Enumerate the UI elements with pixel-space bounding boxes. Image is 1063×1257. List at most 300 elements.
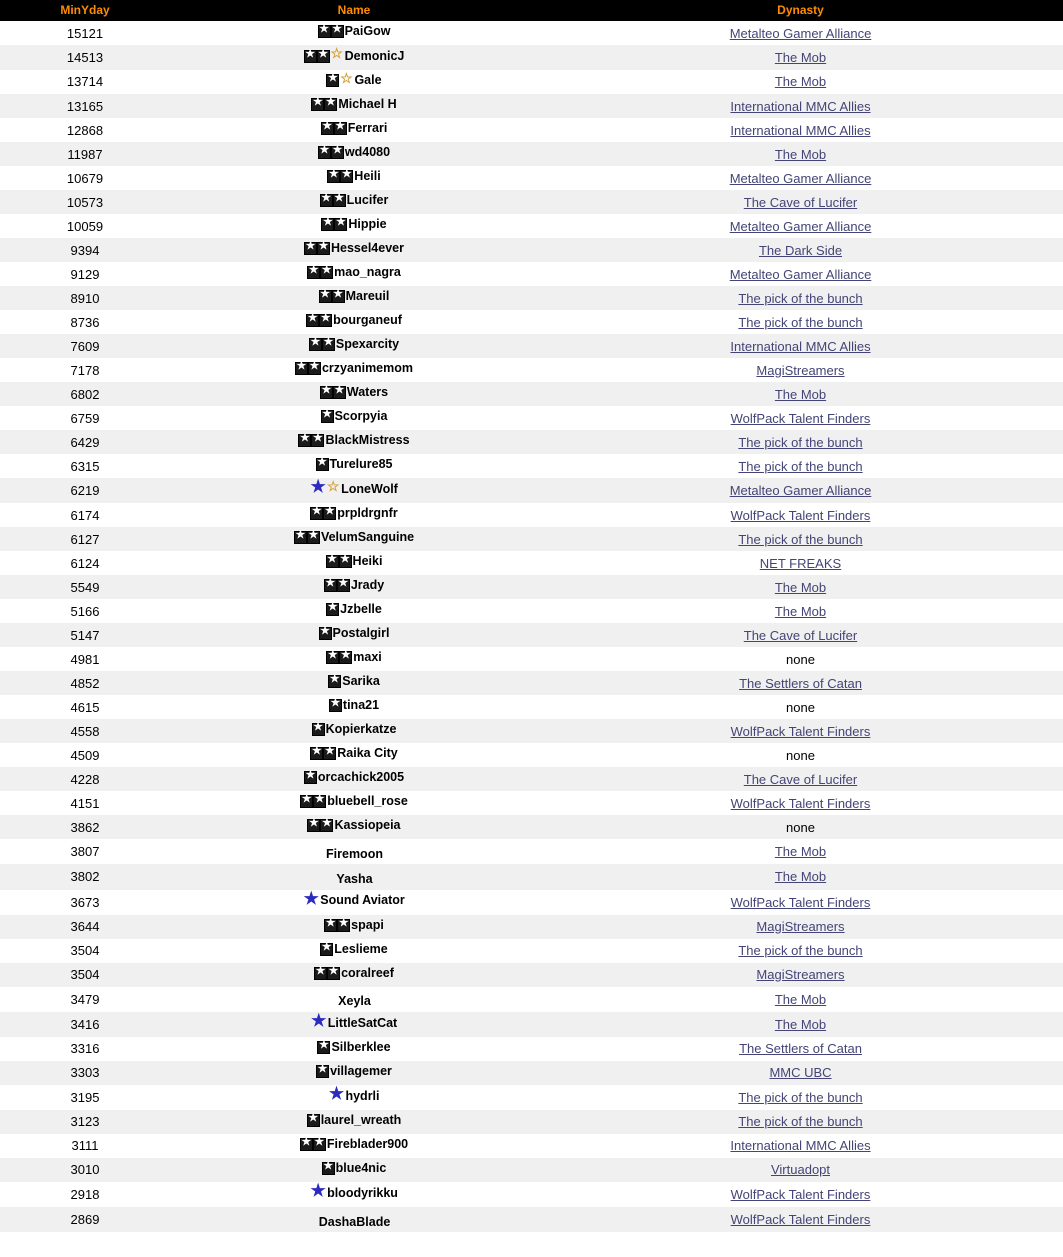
- player-name[interactable]: hydrli: [345, 1088, 380, 1103]
- player-badges: [320, 194, 346, 207]
- cell-dynasty: [538, 987, 1063, 1012]
- table-row: [0, 719, 1063, 743]
- player-name[interactable]: maxi: [353, 650, 382, 665]
- cell-name: [170, 406, 538, 430]
- player-name[interactable]: Leslieme: [334, 941, 388, 956]
- cell-name: [170, 21, 538, 45]
- player-name[interactable]: crzyanimemom: [321, 361, 413, 376]
- player-name[interactable]: Fireblader900: [326, 1137, 409, 1151]
- player-name[interactable]: Jrady: [350, 578, 385, 593]
- player-name[interactable]: BlackMistress: [325, 433, 410, 448]
- player-name[interactable]: Sarika: [342, 674, 380, 689]
- dynasty-link[interactable]: WolfPack Talent Finders: [730, 894, 871, 910]
- cell-minyday: 6802: [70, 386, 100, 402]
- player-name[interactable]: mao_nagra: [334, 265, 401, 280]
- column-header-minyday[interactable]: MinYday: [0, 0, 170, 21]
- cell-minyday: 4558: [70, 723, 100, 739]
- cell-dynasty: [538, 334, 1063, 358]
- cell-name: [170, 45, 538, 70]
- dynasty-link[interactable]: The Mob: [774, 146, 827, 162]
- dynasty-link[interactable]: Metalteo Gamer Alliance: [729, 25, 872, 41]
- cell-dynasty: [538, 864, 1063, 889]
- table-row: [0, 503, 1063, 527]
- table-row: [0, 166, 1063, 190]
- dynasty-link[interactable]: WolfPack Talent Finders: [730, 507, 871, 523]
- cell-name: [170, 454, 538, 478]
- dynasty-link[interactable]: The Settlers of Catan: [739, 675, 862, 691]
- cell-name: [170, 815, 538, 839]
- table-row: [0, 45, 1063, 70]
- star-square-icon: [311, 434, 324, 447]
- player-name[interactable]: Silberklee: [331, 1040, 391, 1054]
- player-badges: [310, 507, 336, 520]
- cell-minyday: 13165: [66, 98, 104, 114]
- player-badges: [328, 1089, 344, 1103]
- star-square-icon: [313, 795, 326, 808]
- star-square-icon: [316, 1065, 329, 1078]
- cell-dynasty: [538, 1134, 1063, 1158]
- star-square-icon: [300, 1138, 313, 1151]
- dynasty-none: none: [786, 747, 815, 763]
- player-badges: [304, 771, 317, 784]
- player-name[interactable]: Postalgirl: [332, 626, 390, 641]
- table-row: [0, 358, 1063, 382]
- star-square-icon: [331, 146, 344, 159]
- cell-minyday: 3673: [70, 894, 100, 910]
- cell-name: [170, 478, 538, 503]
- cell-name: [170, 1012, 538, 1037]
- player-name[interactable]: Firemoon: [326, 846, 383, 861]
- table-row: [0, 915, 1063, 939]
- cell-name: [170, 1037, 538, 1061]
- player-name[interactable]: prpldrgnfr: [337, 506, 398, 521]
- table-row: [0, 1207, 1063, 1232]
- player-badges: [328, 675, 341, 688]
- dynasty-link[interactable]: Metalteo Gamer Alliance: [729, 483, 872, 498]
- cell-name: [170, 1158, 538, 1182]
- dynasty-link[interactable]: The Mob: [774, 74, 827, 90]
- player-name[interactable]: Xeyla: [338, 994, 371, 1009]
- player-badges: [304, 49, 344, 63]
- dynasty-link[interactable]: The Cave of Lucifer: [743, 627, 858, 643]
- player-badges: [326, 651, 352, 664]
- dynasty-link[interactable]: The pick of the bunch: [738, 290, 863, 306]
- dynasty-link[interactable]: The Mob: [774, 49, 827, 65]
- cell-minyday: 13714: [66, 74, 104, 90]
- star-square-icon: [317, 50, 330, 63]
- cell-name: [170, 939, 538, 963]
- cell-name: [170, 1182, 538, 1207]
- player-name[interactable]: LittleSatCat: [327, 1015, 398, 1030]
- player-name[interactable]: Heiki: [352, 554, 383, 569]
- player-name[interactable]: blue4nic: [335, 1161, 387, 1175]
- star-square-icon: [307, 266, 320, 279]
- cell-name: [170, 94, 538, 118]
- dynasty-link[interactable]: The Mob: [774, 1016, 827, 1032]
- player-badges: [316, 1065, 329, 1078]
- star-square-icon: [322, 338, 335, 351]
- player-name[interactable]: Scorpyia: [334, 409, 388, 424]
- dynasty-link[interactable]: Virtuadopt: [770, 1162, 831, 1178]
- dynasty-link[interactable]: The pick of the bunch: [738, 1114, 863, 1130]
- dynasty-link[interactable]: MagiStreamers: [756, 919, 845, 934]
- table-row: [0, 382, 1063, 406]
- player-name[interactable]: orcachick2005: [317, 770, 405, 785]
- player-badges: [311, 1016, 327, 1030]
- player-name[interactable]: tina21: [342, 698, 380, 713]
- player-badges: [309, 338, 335, 351]
- cell-minyday: 6759: [70, 410, 100, 426]
- dynasty-link[interactable]: The pick of the bunch: [738, 531, 863, 547]
- player-badges: [311, 98, 337, 111]
- gold-star-icon: [330, 49, 344, 63]
- player-name[interactable]: Gale: [354, 73, 382, 88]
- cell-minyday: 3802: [70, 869, 100, 885]
- star-square-icon: [333, 386, 346, 399]
- dynasty-link[interactable]: WolfPack Talent Finders: [730, 795, 871, 811]
- dynasty-link[interactable]: The pick of the bunch: [738, 943, 863, 958]
- player-name[interactable]: LoneWolf: [341, 481, 398, 496]
- cell-minyday: 4151: [70, 795, 100, 811]
- cell-name: [170, 527, 538, 551]
- player-name[interactable]: laurel_wreath: [320, 1113, 402, 1127]
- cell-dynasty: [538, 478, 1063, 503]
- player-name[interactable]: Sound Aviator: [320, 893, 405, 908]
- star-square-icon: [306, 314, 319, 327]
- cell-name: [170, 671, 538, 695]
- dynasty-link[interactable]: WolfPack Talent Finders: [730, 410, 871, 426]
- table-row: [0, 1182, 1063, 1207]
- star-square-icon: [324, 98, 337, 111]
- player-name[interactable]: bourganeuf: [333, 313, 402, 328]
- player-badges: [321, 218, 347, 231]
- cell-minyday: 6127: [70, 531, 100, 547]
- player-name[interactable]: Raika City: [337, 746, 398, 761]
- table-row: [0, 21, 1063, 45]
- dynasty-link[interactable]: The Mob: [774, 869, 827, 885]
- star-square-icon: [326, 74, 339, 87]
- dynasty-link[interactable]: The Mob: [774, 991, 827, 1007]
- blue-star-icon: [328, 1089, 344, 1103]
- cell-dynasty: [538, 791, 1063, 815]
- player-name[interactable]: coralreef: [341, 965, 394, 980]
- player-badges: [316, 458, 329, 471]
- cell-name: [170, 142, 538, 166]
- player-badges: [321, 122, 347, 135]
- dynasty-none: none: [786, 699, 815, 715]
- cell-dynasty: [538, 21, 1063, 45]
- star-square-icon: [329, 699, 342, 712]
- cell-minyday: 2918: [70, 1186, 100, 1202]
- cell-dynasty: [538, 575, 1063, 599]
- star-square-icon: [326, 603, 339, 616]
- star-square-icon: [310, 507, 323, 520]
- player-name[interactable]: spapi: [351, 917, 384, 932]
- player-badges: [307, 1114, 320, 1127]
- dynasty-link[interactable]: International MMC Allies: [730, 98, 871, 114]
- dynasty-link[interactable]: Metalteo Gamer Alliance: [729, 218, 872, 234]
- dynasty-link[interactable]: The Dark Side: [758, 242, 843, 258]
- cell-dynasty: [538, 815, 1063, 839]
- table-row: [0, 767, 1063, 791]
- star-square-icon: [327, 967, 340, 980]
- table-row: [0, 963, 1063, 987]
- gold-star-icon: [326, 482, 340, 496]
- dynasty-link[interactable]: NET FREAKS: [759, 555, 842, 571]
- player-badges: [310, 482, 340, 496]
- dynasty-link[interactable]: International MMC Allies: [730, 122, 871, 138]
- cell-name: [170, 767, 538, 791]
- star-square-icon: [307, 531, 320, 544]
- table-row: [0, 1012, 1063, 1037]
- dynasty-link[interactable]: WolfPack Talent Finders: [730, 1211, 871, 1227]
- star-square-icon: [311, 98, 324, 111]
- table-header: [0, 0, 1063, 21]
- dynasty-link[interactable]: The Mob: [774, 579, 827, 595]
- player-name[interactable]: PaiGow: [344, 24, 391, 39]
- table-row: [0, 334, 1063, 358]
- dynasty-link[interactable]: The Mob: [774, 386, 827, 402]
- dynasty-link[interactable]: The Cave of Lucifer: [743, 194, 858, 210]
- player-name[interactable]: Jzbelle: [340, 602, 382, 617]
- player-name[interactable]: bloodyrikku: [327, 1185, 398, 1200]
- blue-star-icon: [310, 1186, 326, 1200]
- star-square-icon: [328, 675, 341, 688]
- table-row: [0, 890, 1063, 915]
- dynasty-link[interactable]: MagiStreamers: [756, 967, 845, 982]
- player-name[interactable]: Lucifer: [346, 193, 389, 208]
- cell-minyday: 15121: [66, 25, 104, 41]
- dynasty-link[interactable]: The Mob: [774, 603, 827, 619]
- star-square-icon: [319, 314, 332, 327]
- player-name[interactable]: Waters: [346, 385, 389, 400]
- player-badges: [310, 747, 336, 760]
- dynasty-link[interactable]: MagiStreamers: [756, 362, 845, 378]
- player-badges: [327, 170, 353, 183]
- cell-name: [170, 791, 538, 815]
- player-name[interactable]: Hessel4ever: [331, 241, 404, 256]
- cell-minyday: 4981: [70, 651, 100, 667]
- star-square-icon: [318, 146, 331, 159]
- cell-name: [170, 238, 538, 262]
- player-badges: [307, 266, 333, 279]
- player-badges: [303, 894, 319, 908]
- cell-minyday: 6124: [70, 555, 100, 571]
- cell-dynasty: [538, 839, 1063, 864]
- star-square-icon: [319, 627, 332, 640]
- cell-dynasty: [538, 94, 1063, 118]
- dynasty-link[interactable]: The pick of the bunch: [738, 458, 863, 474]
- player-badges: [320, 386, 346, 399]
- star-square-icon: [316, 458, 329, 471]
- cell-dynasty: [538, 286, 1063, 310]
- table-row: [0, 190, 1063, 214]
- player-badges: [310, 1186, 326, 1200]
- player-name[interactable]: Ferrari: [347, 121, 388, 136]
- cell-dynasty: [538, 454, 1063, 478]
- player-badges: [326, 74, 353, 88]
- player-name[interactable]: DashaBlade: [318, 1214, 391, 1229]
- cell-dynasty: [538, 1158, 1063, 1182]
- table-row: [0, 406, 1063, 430]
- star-square-icon: [324, 579, 337, 592]
- dynasty-link[interactable]: The pick of the bunch: [738, 314, 863, 330]
- table-row: [0, 1110, 1063, 1134]
- cell-name: [170, 190, 538, 214]
- player-badges: [326, 603, 339, 616]
- player-name[interactable]: Mareuil: [345, 289, 390, 304]
- cell-minyday: 3504: [70, 967, 100, 982]
- cell-dynasty: [538, 430, 1063, 454]
- dynasty-link[interactable]: WolfPack Talent Finders: [730, 1186, 871, 1202]
- star-square-icon: [318, 25, 331, 38]
- table-row: [0, 286, 1063, 310]
- table-row: [0, 839, 1063, 864]
- cell-minyday: 3010: [70, 1162, 100, 1178]
- dynasty-none: none: [786, 819, 815, 835]
- star-square-icon: [308, 362, 321, 375]
- player-name[interactable]: villagemer: [330, 1064, 392, 1078]
- dynasty-link[interactable]: MMC UBC: [769, 1065, 832, 1081]
- cell-minyday: 9129: [70, 266, 100, 282]
- star-square-icon: [337, 919, 350, 932]
- cell-minyday: 10573: [66, 194, 104, 210]
- cell-name: [170, 839, 538, 864]
- player-name[interactable]: Michael H: [338, 97, 397, 112]
- star-square-icon: [324, 919, 337, 932]
- table-row: [0, 815, 1063, 839]
- table-row: [0, 262, 1063, 286]
- cell-name: [170, 503, 538, 527]
- player-name[interactable]: Turelure85: [329, 457, 393, 472]
- cell-minyday: 4615: [70, 699, 100, 715]
- star-square-icon: [332, 290, 345, 303]
- dynasty-none: none: [786, 651, 815, 667]
- cell-name: [170, 358, 538, 382]
- star-square-icon: [295, 362, 308, 375]
- cell-dynasty: [538, 166, 1063, 190]
- cell-name: [170, 987, 538, 1012]
- dynasty-link[interactable]: Metalteo Gamer Alliance: [729, 170, 872, 186]
- player-badges: [295, 362, 321, 375]
- star-square-icon: [321, 410, 334, 423]
- table-row: [0, 454, 1063, 478]
- cell-minyday: 3862: [70, 819, 100, 835]
- star-square-icon: [298, 434, 311, 447]
- cell-dynasty: [538, 599, 1063, 623]
- player-name[interactable]: DemonicJ: [344, 48, 405, 63]
- cell-minyday: 11987: [67, 146, 103, 162]
- star-square-icon: [321, 122, 334, 135]
- cell-minyday: 8910: [70, 290, 100, 306]
- player-name[interactable]: Yasha: [336, 872, 373, 886]
- player-badges: [294, 531, 320, 544]
- player-name[interactable]: Spexarcity: [335, 337, 400, 352]
- table-row: [0, 430, 1063, 454]
- player-name[interactable]: bluebell_rose: [327, 794, 408, 809]
- player-name[interactable]: Kopierkatze: [325, 722, 397, 737]
- dynasty-link[interactable]: The Settlers of Catan: [739, 1041, 862, 1057]
- player-name[interactable]: VelumSanguine: [320, 530, 415, 545]
- player-badges: [322, 1162, 335, 1175]
- dynasty-link[interactable]: International MMC Allies: [730, 338, 871, 354]
- cell-name: [170, 1134, 538, 1158]
- cell-dynasty: [538, 939, 1063, 963]
- star-square-icon: [340, 170, 353, 183]
- dynasty-link[interactable]: The Cave of Lucifer: [743, 771, 858, 787]
- cell-dynasty: [538, 503, 1063, 527]
- cell-dynasty: [538, 382, 1063, 406]
- cell-name: [170, 1061, 538, 1085]
- cell-dynasty: [538, 70, 1063, 95]
- player-name[interactable]: Hippie: [348, 217, 387, 232]
- star-square-icon: [317, 1041, 330, 1054]
- cell-dynasty: [538, 238, 1063, 262]
- star-square-icon: [309, 338, 322, 351]
- cell-dynasty: [538, 1085, 1063, 1110]
- dynasty-link[interactable]: WolfPack Talent Finders: [730, 723, 871, 739]
- player-badges: [324, 919, 350, 932]
- cell-minyday: 9394: [70, 242, 100, 258]
- star-square-icon: [326, 651, 339, 664]
- dynasty-link[interactable]: Metalteo Gamer Alliance: [729, 266, 872, 282]
- cell-name: [170, 890, 538, 915]
- dynasty-link[interactable]: The pick of the bunch: [738, 434, 863, 450]
- player-badges: [300, 795, 326, 808]
- star-square-icon: [313, 1138, 326, 1151]
- cell-dynasty: [538, 1182, 1063, 1207]
- table-row: [0, 1158, 1063, 1182]
- cell-dynasty: [538, 915, 1063, 939]
- cell-minyday: 3416: [70, 1016, 100, 1032]
- star-square-icon: [326, 555, 339, 568]
- column-header-name[interactable]: Name: [170, 0, 538, 21]
- player-badges: [312, 723, 325, 736]
- cell-name: [170, 647, 538, 671]
- player-badges: [307, 819, 333, 832]
- star-square-icon: [320, 386, 333, 399]
- cell-name: [170, 1085, 538, 1110]
- star-square-icon: [321, 218, 334, 231]
- star-square-icon: [339, 651, 352, 664]
- cell-minyday: 3504: [70, 943, 100, 958]
- cell-name: [170, 743, 538, 767]
- star-square-icon: [320, 943, 333, 956]
- cell-name: [170, 310, 538, 334]
- star-square-icon: [323, 507, 336, 520]
- cell-name: [170, 70, 538, 95]
- cell-dynasty: [538, 1207, 1063, 1232]
- player-name[interactable]: wd4080: [344, 145, 391, 160]
- dynasty-link[interactable]: The pick of the bunch: [738, 1089, 863, 1105]
- player-badges: [318, 25, 344, 38]
- blue-star-icon: [311, 1016, 327, 1030]
- cell-minyday: 5147: [70, 627, 100, 643]
- cell-minyday: 3123: [70, 1114, 100, 1130]
- cell-name: [170, 166, 538, 190]
- cell-name: [170, 623, 538, 647]
- player-name[interactable]: Heili: [354, 169, 381, 184]
- star-square-icon: [317, 242, 330, 255]
- player-badges: [324, 579, 350, 592]
- star-square-icon: [320, 266, 333, 279]
- table-row: [0, 647, 1063, 671]
- dynasty-link[interactable]: The Mob: [774, 844, 827, 860]
- dynasty-link[interactable]: International MMC Allies: [730, 1138, 871, 1154]
- player-name[interactable]: Kassiopeia: [334, 818, 401, 833]
- table-row: [0, 142, 1063, 166]
- column-header-dynasty[interactable]: Dynasty: [538, 0, 1063, 21]
